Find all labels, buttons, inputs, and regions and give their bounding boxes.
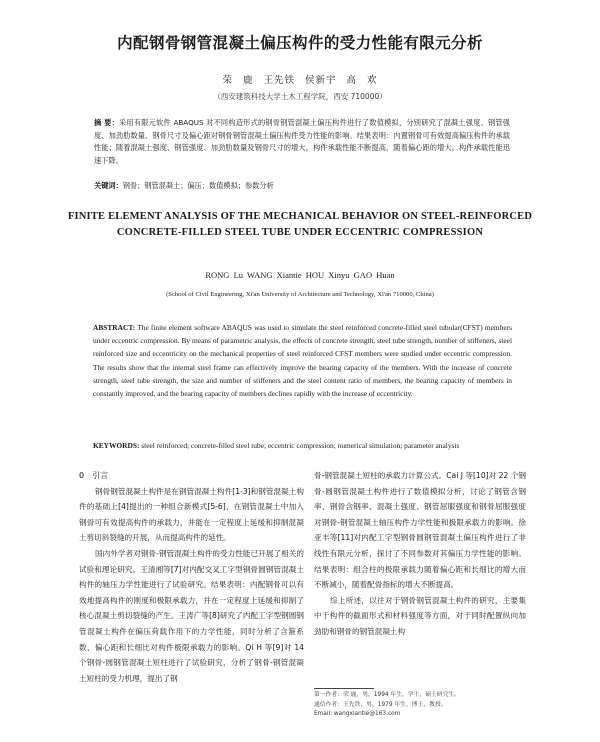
keywords-cn-text: 钢骨；钢管混凝土；偏压；数值模拟；参数分析 <box>122 181 274 190</box>
intro-paragraph-2: 国内外学者对钢骨-钢管混凝土构件的受力性能已开展了相关的试验和理论研究。王清湘等[7]对内配交叉工字型钢骨圆钢管混凝土构件的轴压力学性能进行了试验研究。结果表明：内配钢骨可以有效地提高构件的刚度和极限承载力，并在一定程度上延缓和抑制了核心混凝土剪切裂缝的产生。王涛广等[8]研究了内配工字型钢圆钢管混凝土构件在偏压荷载作用下的力学性能，同时分析了含箍系数、偏心距和长细比对构件极限承载力的影响。Qi H 等[9]对 14 个钢骨-圆钢管混凝土短柱进行了试验研究，分析了钢骨-钢管混凝土短柱的受力机理，提出了钢 <box>79 548 304 683</box>
abstract-cn-label: 摘 要： <box>94 118 119 127</box>
section-number: 0 <box>79 471 85 480</box>
body-column-right <box>314 468 526 640</box>
abstract-en-text: The finite element software ABAQUS was used to simulate the steel reinforced concrete-filled steel tubular(CFST) members under eccentric compression. By means of parametric analysis, the effects of concrete strength, steel tube strength, number of stiffeners, steel reinforced size and eccentricity on the mechanical properties of steel reinforced CFST members were studied under eccentric compression. The results show that the internal steel frame can effectively improve the bearing capacity of the members. With the increase of concrete strength, steel tube strength, the size and number of stiffeners and the steel content ratio of members, the bearing capacity of members in constantly improved, and the bearing capacity of members declines rapidly with the increase of eccentricity. <box>93 323 512 399</box>
keywords-en-text: steel reinforced; concrete-filled steel tube; eccentric compression; numerical simulation; parameter analysis <box>141 441 460 450</box>
abstract-cn-text: 采用有限元软件 ABAQUS 对不同构造形式的钢骨钢管混凝土偏压构件进行了数值模拟，分别研究了混凝土强度、钢管强度、加劲肋数量、钢骨尺寸及偏心距对钢骨钢管混凝土偏压构件受力性能的影响。结果表明：内置钢骨可有效提高偏压构件的承载性能；随着混凝土强度、钢管强度、加劲肋数量及钢骨尺寸的增大，构件承载性能不断提高，随着偏心距的增大，构件承载性能迅速下降。 <box>94 118 510 166</box>
affiliation-cn: （西安建筑科技大学土木工程学院，西安 710000） <box>213 92 387 101</box>
paper-title-cn: 内配钢骨钢管混凝土偏压构件的受力性能有限元分析 <box>117 34 483 52</box>
abstract-en <box>93 321 512 400</box>
footnote-first-author: 第一作者：荣 鹿，男，1994 年生，学士，硕士研究生。 <box>314 692 460 698</box>
paper-title-en: FINITE ELEMENT ANALYSIS OF THE MECHANICAL BEHAVIOR ON STEEL-REINFORCED CONCRETE-FILLED STEEL TUBE UNDER ECCENTRIC COMPRESSION <box>67 211 533 238</box>
intro-paragraph-3: 综上所述，以往对于钢骨钢管混凝土构件的研究，主要集中于构件的截面形式和材料强度等方面，对于同时配置纵向加劲肋和钢骨的钢管混凝土构 <box>314 595 526 636</box>
authors-en: RONG Lu WANG Xiantie HOU Xinyu GAO Huan <box>205 270 395 280</box>
affiliation-en: (School of Civil Engineering, Xi'an University of Architecture and Technology, Xi'an 710000, China) <box>166 291 434 298</box>
intro-paragraph-1: 钢骨钢管混凝土构件是在钢管混凝土构件[1-3]和钢管混凝土构件的基础上[4]提出的一种组合新模式[5-6]，在钢管混凝土中加入钢骨可有效提高构件的承载力，并能在一定程度上延缓和抑制混凝土剪切斜裂缝的开展，从而提高构件的延性。 <box>79 486 304 543</box>
abstract-en-label: ABSTRACT: <box>93 323 136 332</box>
body-column-left <box>79 468 304 686</box>
authors-cn: 荣 鹿 王先铁 侯新宇 高 欢 <box>222 75 378 86</box>
footnote-corresponding-author: 通信作者：王先铁，男，1979 年生，博士，教授。 <box>314 701 447 708</box>
intro-paragraph-2-continued: 骨-钢管混凝土短柱的承载力计算公式。Cai J 等[10]对 22 个钢骨-圆钢管混凝土构件进行了数值模拟分析，讨论了钢管含钢率、钢骨含钢率、混凝土强度、钢管屈服强度和钢骨屈服强度对钢骨-钢管混凝土轴压构件力学性能和极限承载力的影响。徐亚丰等[11]对内配工字型钢骨圆钢管混凝土偏压构件进行了非线性有限元分析，探讨了不同参数对其偏压力学性能的影响。结果表明：组合柱的极限承载力随着偏心距和长细比的增大而不断减小，随着配骨指标的增大不断提高。 <box>314 471 526 590</box>
keywords-cn <box>94 180 510 192</box>
section-title: 引言 <box>92 471 109 480</box>
keywords-en <box>93 439 512 452</box>
footnote-email: Email: wangxiantie@163.com <box>314 711 401 717</box>
keywords-en-label: KEYWORDS: <box>93 441 140 450</box>
section-heading <box>79 468 304 484</box>
abstract-cn <box>94 117 510 168</box>
footnote-divider <box>314 688 374 689</box>
footnotes <box>314 691 526 720</box>
keywords-cn-label: 关键词： <box>94 181 123 190</box>
